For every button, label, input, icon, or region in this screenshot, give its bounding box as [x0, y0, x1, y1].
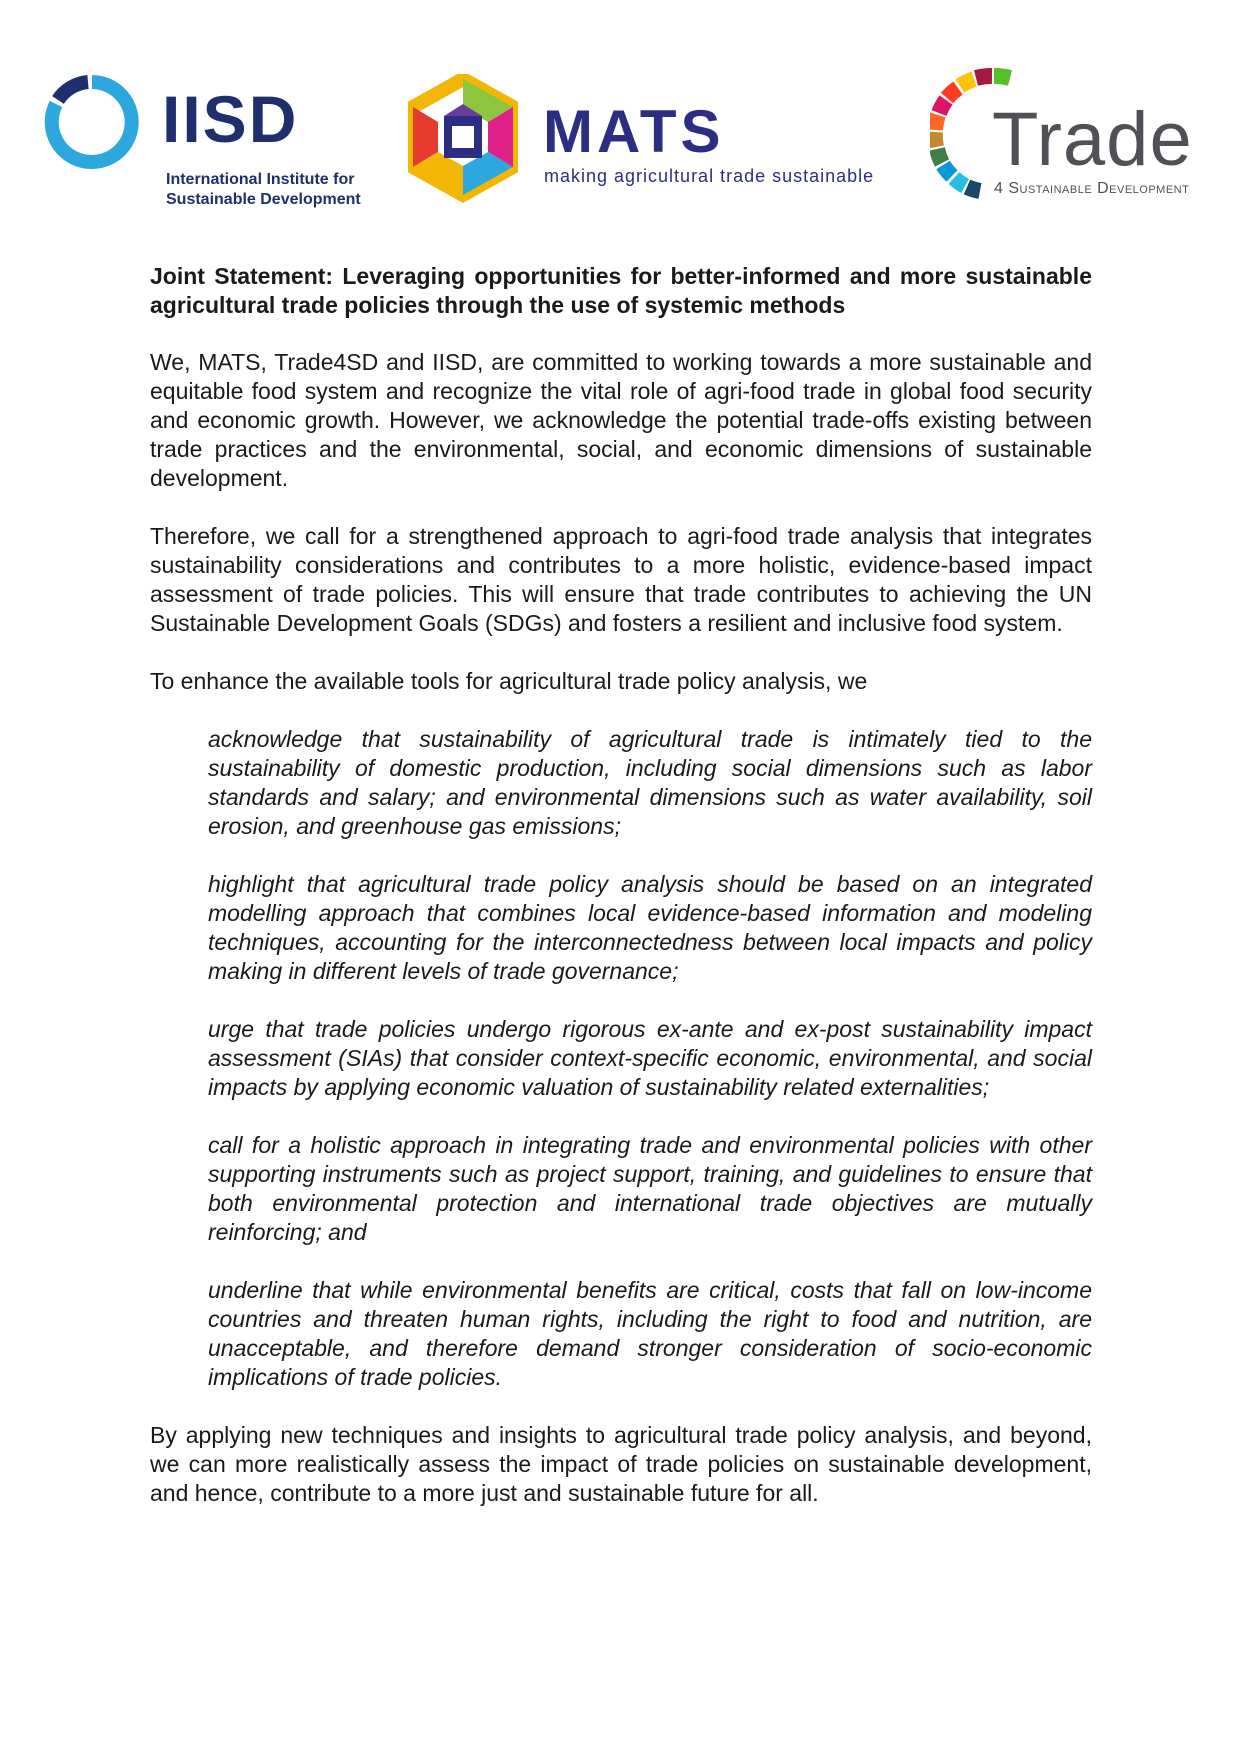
commitment-list: [208, 725, 1092, 1392]
trade4sd-logo: [930, 62, 1220, 212]
list-item: highlight that agricultural trade policy analysis should be based on an integrated modelling approach that combines local evidence-based information and modeling techniques, accounting for the interconnectedness between local impacts and policy making in different levels of trade governance;: [208, 871, 1092, 984]
list-item: underline that while environmental benefits are critical, costs that fall on low-income countries and threaten human rights, including the right to food and nutrition, are unacceptable, and therefore demand stronger consideration of socio-economic implications of trade policies.: [208, 1277, 1092, 1390]
list-item: call for a holistic approach in integrating trade and environmental policies with other supporting instruments such as project support, training, and guidelines to ensure that both environmental protection and international trade objectives are mutually reinforcing; and: [208, 1132, 1092, 1245]
logo-bar: [0, 0, 1241, 230]
iisd-wordmark: IISD: [162, 82, 299, 156]
mats-wordmark: MATS: [543, 98, 725, 165]
list-item: urge that trade policies undergo rigorous ex-ante and ex-post sustainability impact assessment (SIAs) that consider context-specific economic, environmental, and social impacts by applying economic valuation of sustainability related externalities;: [208, 1016, 1092, 1100]
approach-paragraph: Therefore, we call for a strengthened approach to agri-food trade analysis that integrates sustainability considerations and contributes to a more holistic, evidence-based impact assessment of trade policies. This will ensure that trade contributes to achieving the UN Sustainable Development Goals (SDGs) and fosters a resilient and inclusive food system.: [150, 523, 1092, 636]
iisd-subtitle-line2: Sustainable Development: [166, 191, 361, 208]
list-item: acknowledge that sustainability of agricultural trade is intimately tied to the sustainability of domestic production, including social dimensions such as labor standards and salary; and environmental dimensions such as water availability, soil erosion, and greenhouse gas emissions;: [208, 726, 1092, 839]
iisd-subtitle-line1: International Institute for: [166, 171, 355, 188]
iisd-subtitle: [166, 170, 361, 210]
intro-paragraph: We, MATS, Trade4SD and IISD, are committed to working towards a more sustainable and equitable food system and recognize the vital role of agri-food trade in global food security and economic growth. However, we acknowledge the potential trade-offs existing between trade practices and the environmental, social, and economic dimensions of sustainable development.: [150, 349, 1092, 491]
closing-paragraph: By applying new techniques and insights to agricultural trade policy analysis, and beyond, we can more realistically assess the impact of trade policies on sustainable development, and hence, contribute to a more just and sustainable future for all.: [150, 1422, 1092, 1506]
tools-lead-in: To enhance the available tools for agricultural trade policy analysis, we: [150, 668, 868, 694]
iisd-ring-icon: [44, 74, 140, 170]
iisd-logo: [44, 74, 374, 219]
trade-subtitle: 4 Sustainable Development: [994, 180, 1190, 197]
statement-body: [150, 262, 1092, 1537]
mats-tagline: making agricultural trade sustainable: [544, 166, 875, 186]
trade-wordmark: Trade: [992, 97, 1193, 182]
mats-hexagon-icon: [408, 74, 518, 204]
mats-logo: [408, 74, 928, 214]
statement-title: Joint Statement: Leveraging opportunities for better-informed and more sustainable agricultural trade policies through the use of systemic methods: [150, 263, 1092, 318]
